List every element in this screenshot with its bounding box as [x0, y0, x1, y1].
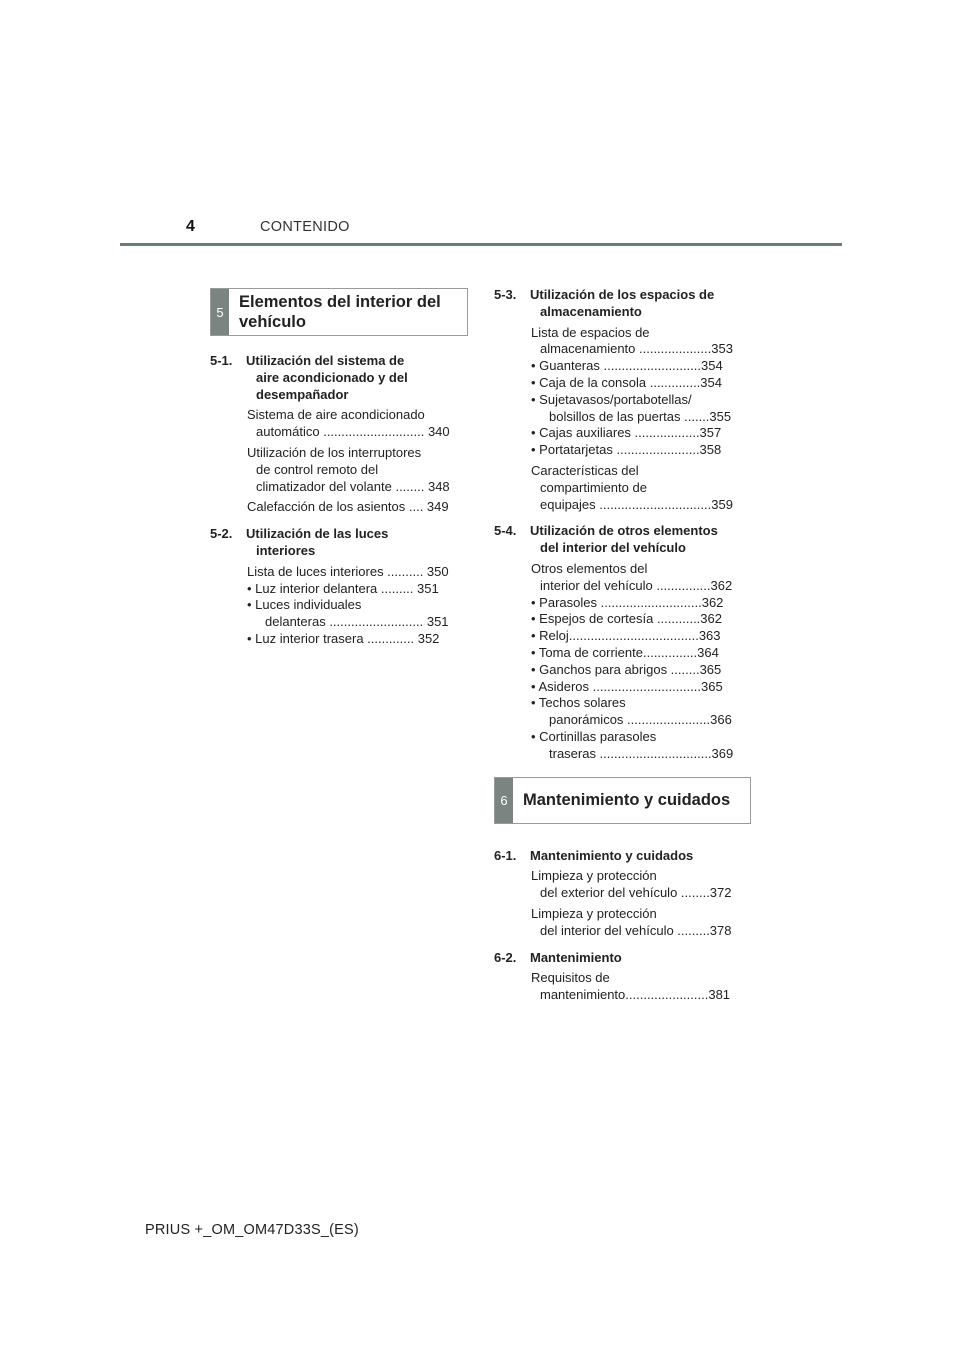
chapter-title-line: Utilización de los espacios de: [530, 287, 715, 302]
toc-subitem[interactable]: [494, 695, 752, 729]
toc-item-line: Otros elementos del: [531, 560, 648, 576]
toc-column-right: [494, 287, 752, 1004]
chapter-number: 5-4.: [494, 523, 517, 539]
toc-item-line: del exterior del vehículo ........372: [540, 885, 732, 901]
toc-column-left: [210, 288, 468, 648]
toc-subitem[interactable]: • Parasoles ............................362: [531, 594, 724, 610]
chapter-title: [530, 287, 752, 321]
toc-item-line: compartimiento de: [540, 479, 647, 495]
chapter-title-line: desempañador: [256, 386, 349, 402]
chapter-title-line: almacenamiento: [540, 303, 642, 319]
section-5-title-line2: vehículo: [239, 313, 306, 331]
toc-item[interactable]: [494, 970, 752, 1004]
section-6-tab: 6: [495, 778, 513, 823]
toc-subitem[interactable]: • Asideros ..............................365: [531, 678, 723, 694]
toc-item-line: Limpieza y protección: [531, 868, 657, 884]
toc-item[interactable]: [210, 445, 468, 495]
chapter-title: [530, 523, 752, 557]
section-5-title: [229, 289, 451, 335]
toc-subitem-line: panorámicos .......................366: [549, 712, 732, 728]
toc-item-line: almacenamiento ....................353: [540, 341, 733, 357]
toc-item-line: mantenimiento.......................381: [540, 987, 731, 1003]
header-title: CONTENIDO: [260, 219, 350, 235]
toc-item[interactable]: [494, 868, 752, 902]
toc-item[interactable]: [210, 564, 468, 581]
toc-item-line: Lista de luces interiores .......... 350: [247, 563, 449, 579]
toc-item-line: del interior del vehículo .........378: [540, 922, 732, 938]
toc-item-line: Limpieza y protección: [531, 905, 657, 921]
chapter-6-2[interactable]: [494, 950, 752, 967]
toc-subitem-line: • Techos solares: [531, 695, 626, 711]
toc-subitem[interactable]: • Reloj....................................363: [531, 628, 721, 644]
toc-item-line: Lista de espacios de: [531, 324, 650, 340]
toc-subitem[interactable]: • Espejos de cortesía ............362: [531, 611, 722, 627]
chapter-5-4[interactable]: [494, 523, 752, 557]
section-6-box[interactable]: [494, 777, 751, 824]
chapter-number: 5-1.: [210, 353, 233, 368]
section-5-tab: 5: [211, 289, 229, 335]
chapter-title: Mantenimiento y cuidados: [530, 847, 694, 863]
toc-subitem[interactable]: • Luz interior delantera ......... 351: [247, 580, 439, 596]
toc-item[interactable]: [494, 906, 752, 940]
toc-subitem[interactable]: • Cajas auxiliares ..................357: [531, 425, 722, 441]
chapter-number: 6-1.: [494, 847, 517, 863]
toc-item[interactable]: [494, 561, 752, 595]
toc-subitem-line: • Sujetavasos/portabotellas/: [531, 391, 692, 407]
toc-item-line: de control remoto del: [256, 461, 379, 477]
toc-item[interactable]: [494, 325, 752, 359]
toc-item[interactable]: [210, 407, 468, 441]
toc-subitem-line: bolsillos de las puertas .......355: [549, 408, 732, 424]
page-header: [120, 218, 842, 246]
chapter-title: Mantenimiento: [530, 949, 622, 965]
chapter-title-line: aire acondicionado y del: [256, 369, 408, 385]
toc-item[interactable]: [210, 499, 468, 516]
toc-subitem-line: traseras ...............................369: [549, 745, 734, 761]
toc-item-line: Características del: [531, 462, 639, 478]
chapter-number: 5-2.: [210, 526, 233, 542]
toc-item-line: Requisitos de: [531, 970, 610, 986]
toc-item-line: Calefacción de los asientos .... 349: [247, 499, 449, 515]
toc-item-line: Utilización de los interruptores: [247, 444, 422, 460]
chapter-title-line: Utilización del sistema de: [246, 353, 405, 368]
toc-subitem[interactable]: • Luz interior trasera ............. 352: [247, 630, 440, 646]
toc-subitem[interactable]: [210, 597, 468, 631]
chapter-5-3[interactable]: [494, 287, 752, 321]
toc-subitem[interactable]: [494, 729, 752, 763]
toc-item-line: Sistema de aire acondicionado: [247, 407, 425, 423]
chapter-number: 6-2.: [494, 949, 517, 965]
page-number: 4: [186, 218, 195, 235]
toc-item-line: equipajes ...............................359: [540, 496, 733, 512]
section-5-box[interactable]: [210, 288, 468, 336]
chapter-title-line: Utilización de otros elementos: [530, 523, 718, 539]
toc-subitem[interactable]: • Guanteras ...........................354: [531, 358, 723, 374]
toc-subitem[interactable]: [494, 392, 752, 426]
section-6-title: Mantenimiento y cuidados: [523, 791, 731, 810]
footer-document-code: PRIUS +_OM_OM47D33S_(ES): [145, 1222, 359, 1238]
chapter-5-2[interactable]: [210, 526, 468, 560]
chapter-6-1[interactable]: [494, 848, 752, 865]
chapter-number: 5-3.: [494, 287, 517, 302]
chapter-5-1[interactable]: [210, 353, 468, 403]
chapter-title: [246, 526, 468, 560]
header-rule: [120, 243, 842, 246]
toc-subitem[interactable]: • Ganchos para abrigos ........365: [531, 661, 722, 677]
chapter-title: [246, 353, 468, 403]
toc-subitem-line: • Luces individuales: [247, 597, 362, 613]
toc-item-line: interior del vehículo ...............362: [540, 577, 733, 593]
toc-subitem-line: delanteras .......................... 351: [265, 614, 449, 630]
chapter-title-line: interiores: [256, 542, 316, 558]
toc-item-line: automático ............................ 340: [256, 424, 450, 440]
section-5-title-line1: Elementos del interior del: [239, 293, 441, 311]
toc-subitem-line: • Cortinillas parasoles: [531, 728, 657, 744]
toc-item[interactable]: [494, 463, 752, 513]
chapter-title-line: del interior del vehículo: [540, 540, 686, 556]
toc-subitem[interactable]: • Portatarjetas .......................358: [531, 442, 722, 458]
toc-subitem[interactable]: • Toma de corriente...............364: [531, 644, 719, 660]
toc-subitem[interactable]: • Caja de la consola ..............354: [531, 374, 722, 390]
chapter-title-line: Utilización de las luces: [246, 526, 389, 542]
toc-item-line: climatizador del volante ........ 348: [256, 478, 450, 494]
